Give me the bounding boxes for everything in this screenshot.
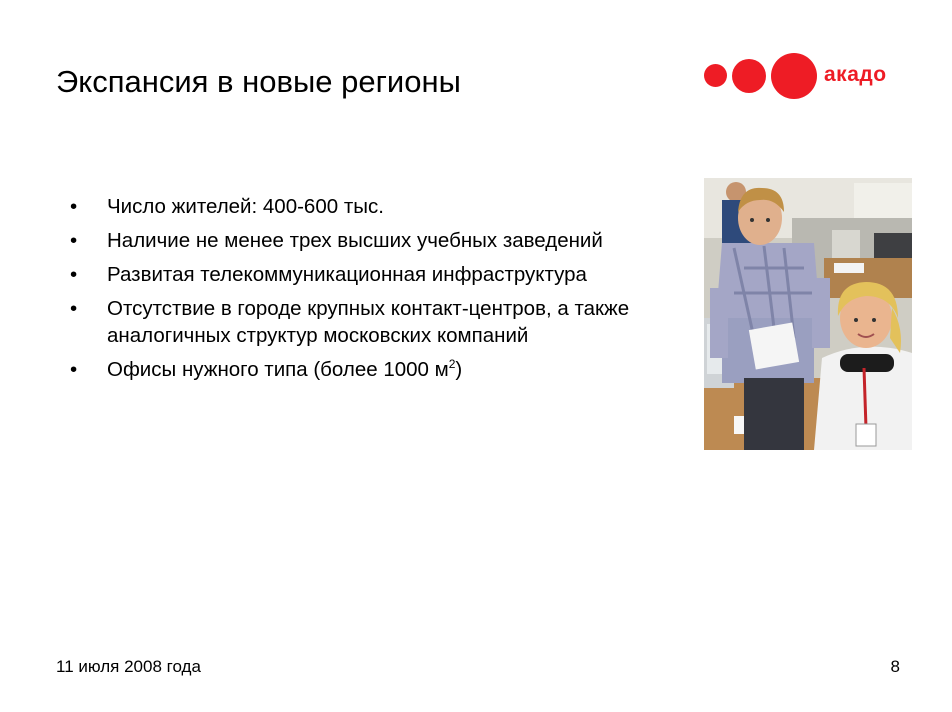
bullet-item — [70, 227, 690, 254]
bullet-item — [70, 356, 690, 383]
akado-logo — [702, 52, 902, 100]
bullet-item — [70, 261, 690, 288]
bullet-text: Офисы нужного типа (более 1000 м — [107, 358, 449, 381]
bullet-text: Число жителей: 400-600 тыс. — [107, 195, 384, 218]
superscript: 2 — [448, 357, 456, 371]
bullet-text: Отсутствие в городе крупных контакт-центров, а также аналогичных структур московских компаний — [107, 297, 630, 347]
bullet-text: Развитая телекоммуникационная инфраструктура — [107, 263, 587, 286]
bullet-item — [70, 295, 690, 349]
logo-dot-small — [704, 64, 727, 87]
slide-title: Экспансия в новые регионы — [56, 64, 461, 99]
bullet-suffix: ) — [455, 358, 463, 381]
logo-text: акадо — [824, 63, 887, 86]
office-photo — [704, 178, 912, 450]
bullet-mark: • — [70, 297, 78, 320]
logo-dot-large — [771, 53, 817, 99]
logo-dot-medium — [732, 59, 766, 93]
bullet-mark: • — [70, 229, 78, 252]
bullet-mark: • — [70, 195, 78, 218]
bullet-mark: • — [70, 263, 78, 286]
footer-date: 11 июля 2008 года — [56, 657, 201, 676]
page-number: 8 — [890, 657, 900, 676]
bullet-item — [70, 193, 690, 220]
bullet-text: Наличие не менее трех высших учебных заведений — [107, 229, 603, 252]
bullet-list — [70, 193, 690, 390]
photo-illustration — [704, 178, 912, 450]
bullet-mark: • — [70, 358, 78, 381]
